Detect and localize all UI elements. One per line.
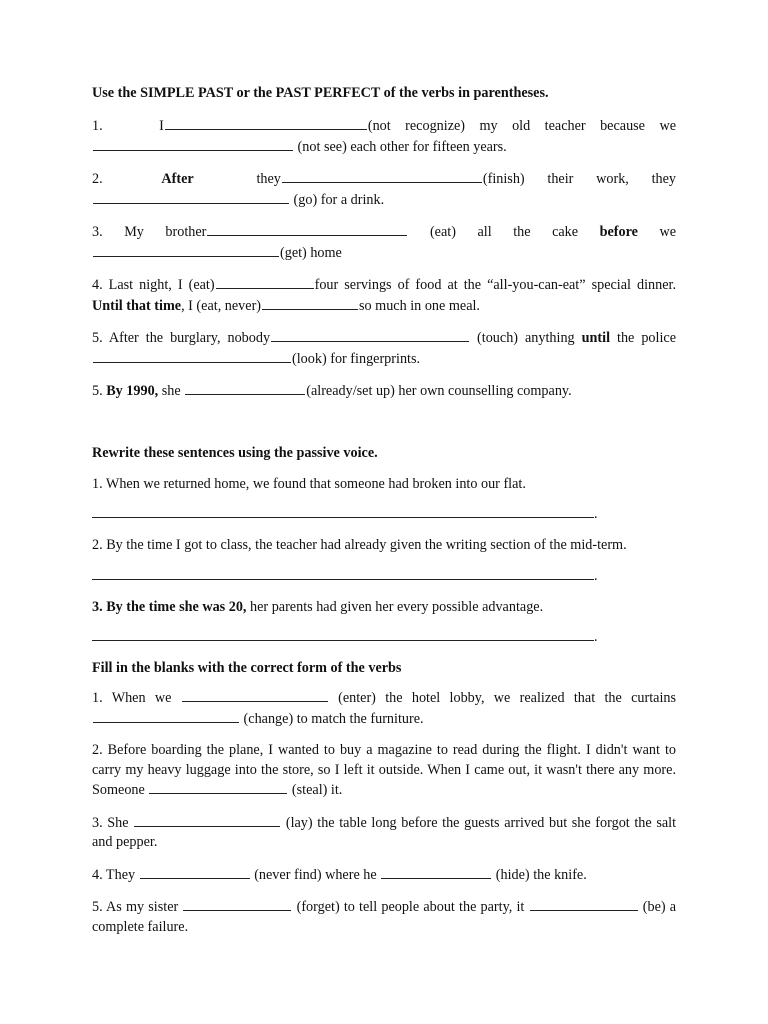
s2-answer-line-3: . [92, 627, 676, 647]
answer-line[interactable] [92, 504, 594, 518]
s1-question-5: 5. After the burglary, nobody (touch) anything until the police(look) for fingerprints. [92, 330, 676, 367]
answer-blank[interactable] [262, 296, 358, 310]
answer-blank[interactable] [93, 137, 293, 151]
answer-blank[interactable] [149, 780, 287, 794]
section1-heading: Use the SIMPLE PAST or the PAST PERFECT of the verbs in parentheses. [92, 85, 549, 101]
s3-question-5: 5. As my sister (forget) to tell people about the party, it (be) a complete failure. [92, 899, 677, 935]
answer-blank[interactable] [216, 275, 314, 289]
s3-question-1: 1. When we (enter) the hotel lobby, we realized that the curtains (change) to match the furniture. [92, 690, 677, 727]
answer-blank[interactable] [282, 169, 482, 183]
answer-blank[interactable] [165, 116, 367, 130]
answer-blank[interactable] [140, 865, 250, 879]
s2-answer-line-1: . [92, 504, 676, 524]
answer-line[interactable] [92, 627, 594, 641]
answer-line[interactable] [92, 566, 594, 580]
answer-blank[interactable] [182, 688, 328, 702]
s2-question-3: 3. By the time she was 20, her parents had given her every possible advantage. [92, 598, 544, 615]
s1-question-3: 3. My brother (eat) all the cake before we(get) home [92, 224, 677, 261]
answer-blank[interactable] [207, 222, 407, 236]
answer-blank[interactable] [271, 328, 469, 342]
s1-question-4: 4. Last night, I (eat) four servings of food at the “all-you-can-eat” special dinner. Until that time, I (eat, never) so much in one meal. [92, 277, 676, 314]
answer-blank[interactable] [381, 865, 491, 879]
answer-blank[interactable] [530, 897, 638, 911]
answer-blank[interactable] [93, 709, 239, 723]
s3-question-3: 3. She (lay) the table long before the guests arrived but she forgot the salt and pepper. [92, 814, 677, 850]
s2-question-1: 1. When we returned home, we found that someone had broken into our flat. [92, 475, 526, 492]
answer-blank[interactable] [183, 897, 291, 911]
answer-blank[interactable] [93, 190, 289, 204]
answer-blank[interactable] [134, 813, 280, 827]
worksheet [92, 84, 676, 937]
s3-question-2: 2. Before boarding the plane, I wanted to buy a magazine to read during the flight. I didn't want to carry my heavy luggage into the store, so I left it outside. When I came out, it wasn't there any more. Someone (steal) it. [92, 742, 676, 798]
s2-answer-line-2: . [92, 566, 676, 586]
answer-blank[interactable] [93, 243, 279, 257]
section2-heading: Rewrite these sentences using the passive voice. [92, 444, 378, 461]
s1-question-6: 5. By 1990, she (already/set up) her own counselling company. [92, 383, 572, 399]
answer-blank[interactable] [185, 381, 305, 395]
s1-question-1: 1. I (not recognize) my old teacher because we (not see) each other for fifteen years. [92, 118, 676, 155]
answer-blank[interactable] [93, 349, 291, 363]
s1-question-2: 2. After they (finish) their work, they (go) for a drink. [92, 171, 677, 208]
s3-question-4: 4. They (never find) where he (hide) the knife. [92, 866, 587, 883]
s2-question-2: 2. By the time I got to class, the teacher had already given the writing section of the mid-term. [92, 537, 627, 553]
section3-heading: Fill in the blanks with the correct form of the verbs [92, 660, 402, 676]
